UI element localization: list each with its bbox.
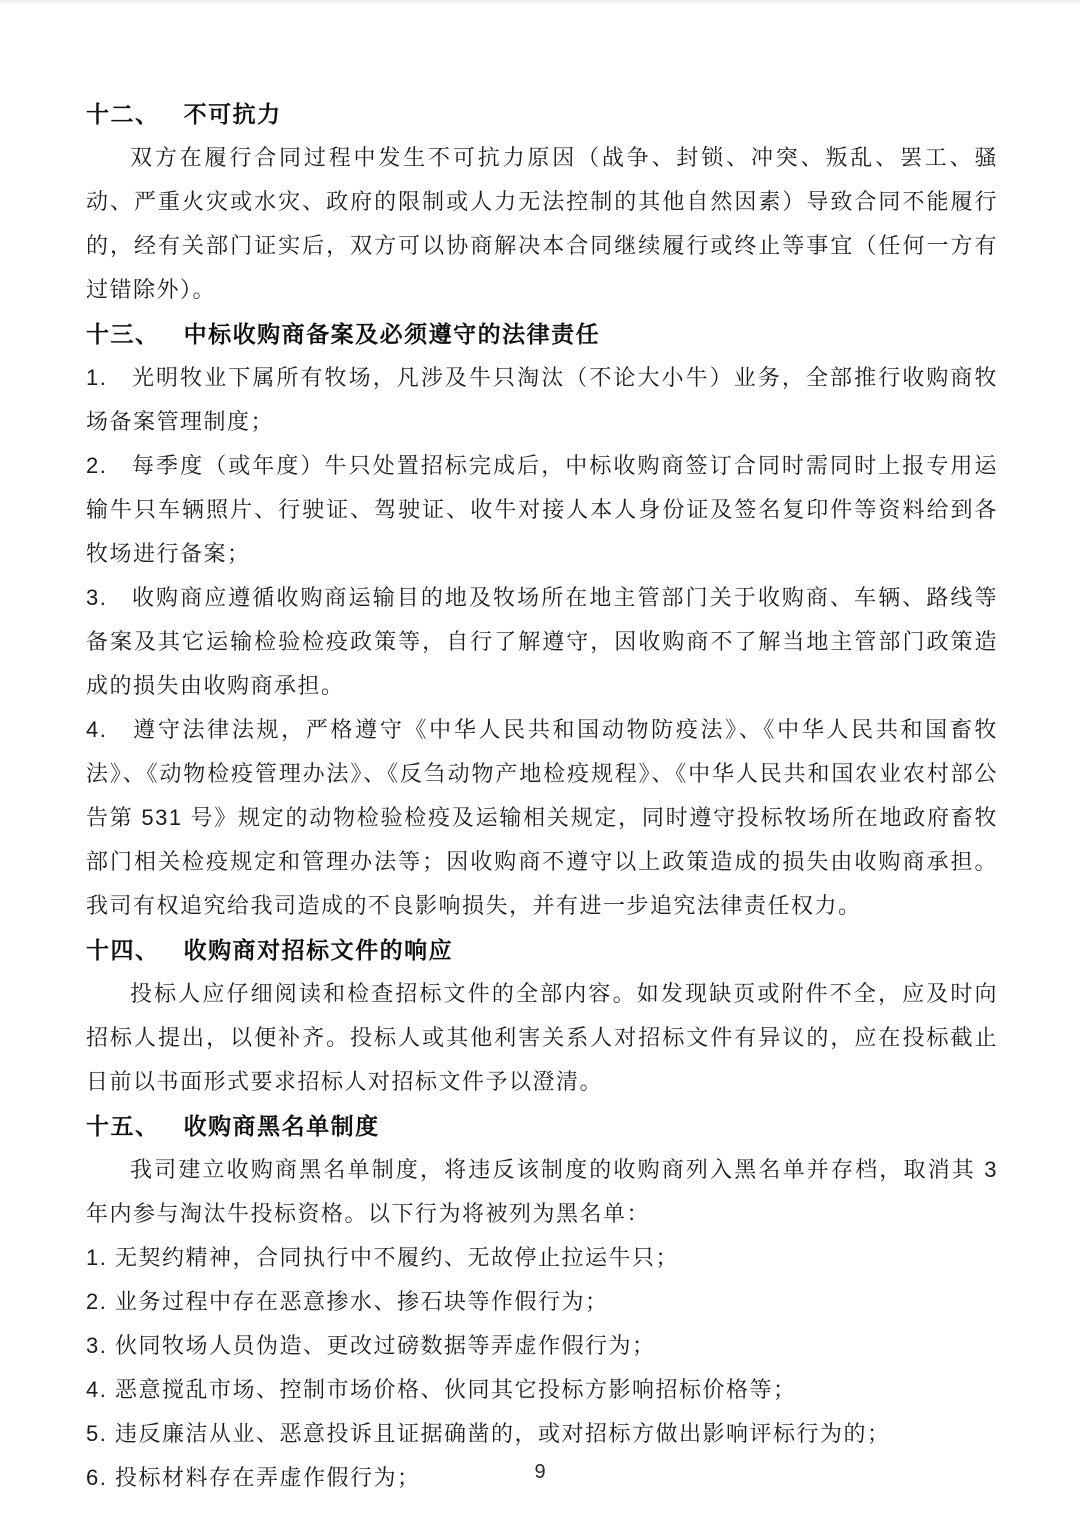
list-item: 2. 业务过程中存在恶意掺水、掺石块等作假行为； [86,1289,609,1314]
section-heading [86,1104,998,1148]
list-item: 1. 无契约精神，合同执行中不履约、无故停止拉运牛只； [86,1245,679,1270]
section-force-majeure [86,92,998,312]
section-title: 收购商黑名单制度 [183,1113,380,1139]
list-item: 6. 投标材料存在弄虚作假行为； [86,1465,421,1490]
list-item: 3. 收购商应遵循收购商运输目的地及牧场所在地主管部门关于收购商、车辆、路线等备案及其它运输检验检疫政策等，自行了解遵守，因收购商不了解当地主管部门政策造成的损失由收购商承担。 [86,585,998,698]
section-registration-legal-duty [86,312,998,928]
list-item: 2. 每季度（或年度）牛只处置招标完成后，中标收购商签订合同时需同时上报专用运输牛只车辆照片、行驶证、驾驶证、收牛对接人本人身份证及签名复印件等资料给到各牧场进行备案； [86,453,998,566]
paragraph: 双方在履行合同过程中发生不可抗力原因（战争、封锁、冲突、叛乱、罢工、骚动、严重火灾或水灾、政府的限制或人力无法控制的其他自然因素）导致合同不能履行的，经有关部门证实后，双方可以协商解决本合同继续履行或终止等事宜（任何一方有过错除外）。 [86,145,998,302]
list-item: 4. 遵守法律法规，严格遵守《中华人民共和国动物防疫法》、《中华人民共和国畜牧法》、《动物检疫管理办法》、《反刍动物产地检疫规程》、《中华人民共和国农业农村部公告第 531 号》规定的动物检验检疫及运输相关规定，同时遵守投标牧场所在地政府畜牧部门相关检疫规定和管理办法等；因收购商不遵守以上政策造成的损失由收购商承担。我司有权追究给我司造成的不良影响损失，并有进一步追究法律责任权力。 [86,717,998,918]
section-response-to-tender [86,928,998,1104]
list-item: 3. 伙同牧场人员伪造、更改过磅数据等弄虚作假行为； [86,1333,656,1358]
section-heading [86,928,998,972]
section-heading [86,312,998,356]
section-number: 十五、 [86,1113,160,1139]
list-item: 4. 恶意搅乱市场、控制市场价格、伙同其它投标方影响招标价格等； [86,1377,797,1402]
section-title: 不可抗力 [183,101,282,127]
section-number: 十二、 [86,101,160,127]
page-number: 9 [534,1461,546,1483]
section-blacklist-system [86,1104,998,1500]
section-title: 中标收购商备案及必须遵守的法律责任 [183,321,601,347]
scan-edge-shadow [0,0,1080,5]
section-title: 收购商对招标文件的响应 [183,937,454,963]
list-item: 5. 违反廉洁从业、恶意投诉且证据确凿的，或对招标方做出影响评标行为的； [86,1421,891,1446]
section-heading [86,92,998,136]
section-number: 十三、 [86,321,160,347]
paragraph: 投标人应仔细阅读和检查招标文件的全部内容。如发现缺页或附件不全，应及时向招标人提出，以便补齐。投标人或其他利害关系人对招标文件有异议的，应在投标截止日前以书面形式要求招标人对招标文件予以澄清。 [86,981,998,1094]
list-item: 1. 光明牧业下属所有牧场，凡涉及牛只淘汰（不论大小牛）业务，全部推行收购商牧场备案管理制度； [86,365,998,434]
section-number: 十四、 [86,937,160,963]
paragraph: 我司建立收购商黑名单制度，将违反该制度的收购商列入黑名单并存档，取消其 3 年内参与淘汰牛投标资格。以下行为将被列为黑名单： [86,1157,998,1226]
